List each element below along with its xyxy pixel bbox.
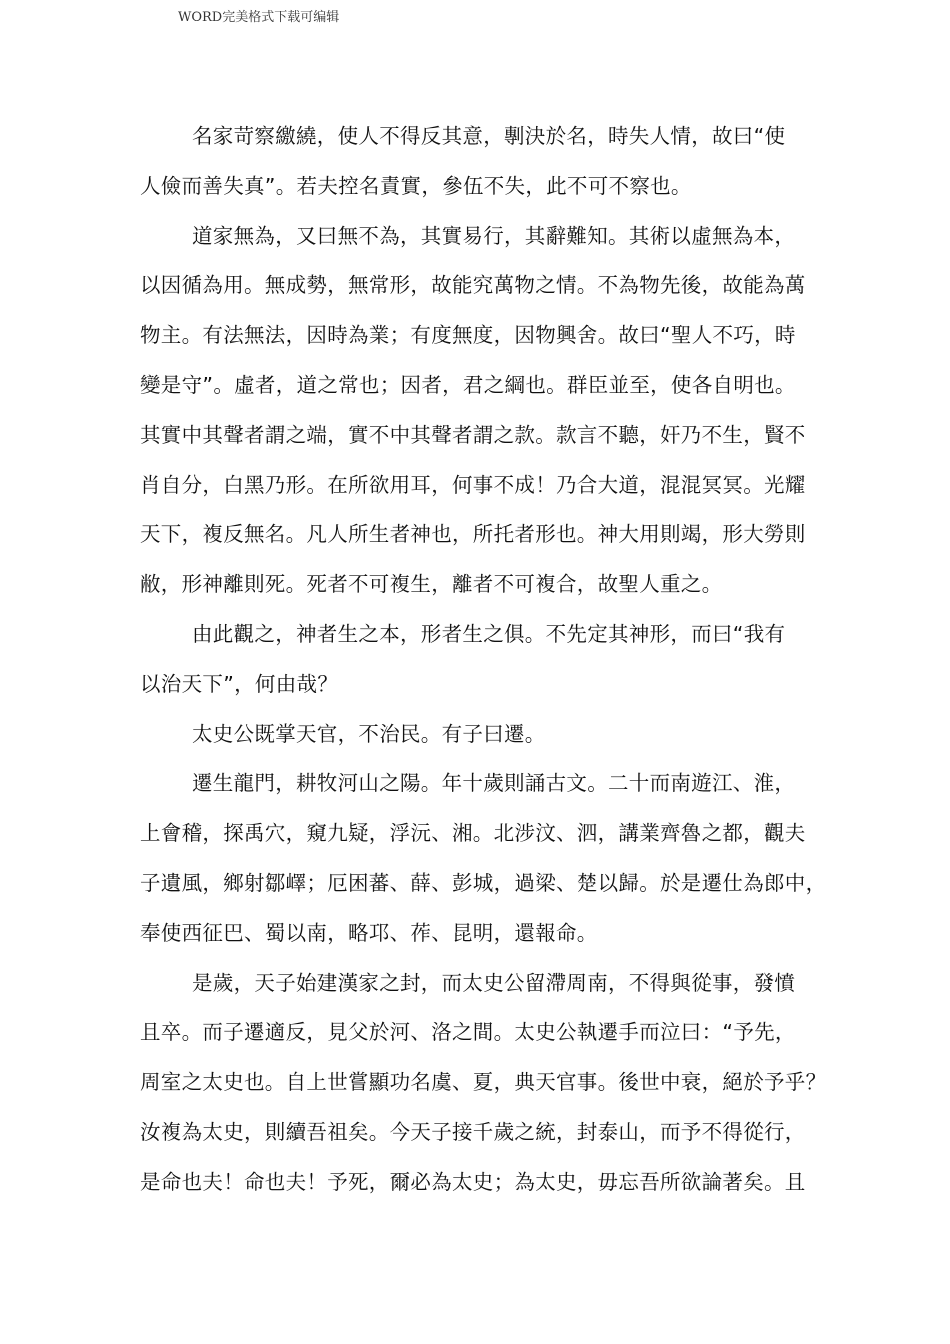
text-line: 變是守”。虛者，道之常也；因者，君之綱也。群臣並至，使各自明也。 <box>140 372 796 397</box>
text-line: 是歲，天子始建漢家之封，而太史公留滯周南，不得與從事，發憤 <box>192 970 796 995</box>
text-line: 天下，複反無名。凡人所生者神也，所托者形也。神大用則竭，形大勞則 <box>140 522 806 547</box>
text-line: 敝，形神離則死。死者不可複生，離者不可複合，故聖人重之。 <box>140 572 723 597</box>
document-body <box>140 118 840 1214</box>
text-line: 以治天下”，何由哉？ <box>140 671 339 696</box>
text-line: 周室之太史也。自上世嘗顯功名虞、夏，典天官事。後世中衰，絕於予乎？ <box>140 1070 827 1095</box>
text-line: 遷生龍門，耕牧河山之陽。年十歲則誦古文。二十而南遊江、淮， <box>192 771 796 796</box>
text-line: 汝複為太史，則續吾祖矣。今天子接千歲之統，封泰山，而予不得從行， <box>140 1119 806 1144</box>
text-line: 上會稽，探禹穴，窺九疑，浮沅、湘。北涉汶、泗，講業齊魯之都，觀夫 <box>140 821 806 846</box>
text-line: 由此觀之，神者生之本，形者生之俱。不先定其神形，而曰“我有 <box>192 621 786 646</box>
page-header: WORD完美格式下载可编辑 <box>178 10 340 25</box>
text-line: 子遺風，鄉射鄒嶧；厄困蕃、薛、彭城，過梁、楚以歸。於是遷仕為郎中， <box>140 870 827 895</box>
text-line: 物主。有法無法，因時為業；有度無度，因物興舍。故曰“聖人不巧，時 <box>140 323 796 348</box>
text-line: 人儉而善失真”。若夫控名責實，參伍不失，此不可不察也。 <box>140 173 692 198</box>
text-line: 以因循為用。無成勢，無常形，故能究萬物之情。不為物先後，故能為萬 <box>140 273 806 298</box>
text-line: 且卒。而子遷適反，見父於河、洛之間。太史公執遷手而泣曰：“予先， <box>140 1020 796 1045</box>
text-line: 其實中其聲者謂之端，實不中其聲者謂之款。款言不聽，奸乃不生，賢不 <box>140 422 806 447</box>
text-line: 名家苛察繳繞，使人不得反其意，剸決於名，時失人情，故曰“使 <box>192 124 786 148</box>
text-line: 肖自分，白黑乃形。在所欲用耳，何事不成！乃合大道，混混冥冥。光耀 <box>140 472 806 497</box>
text-line: 太史公既掌天官，不治民。有子曰遷。 <box>192 721 546 746</box>
text-line: 是命也夫！命也夫！予死，爾必為太史；為太史，毋忘吾所欲論著矣。且 <box>140 1169 806 1194</box>
text-line: 奉使西征巴、蜀以南，略邛、莋、昆明，還報命。 <box>140 920 598 945</box>
text-line: 道家無為，又曰無不為，其實易行，其辭難知。其術以虛無為本， <box>192 223 796 248</box>
